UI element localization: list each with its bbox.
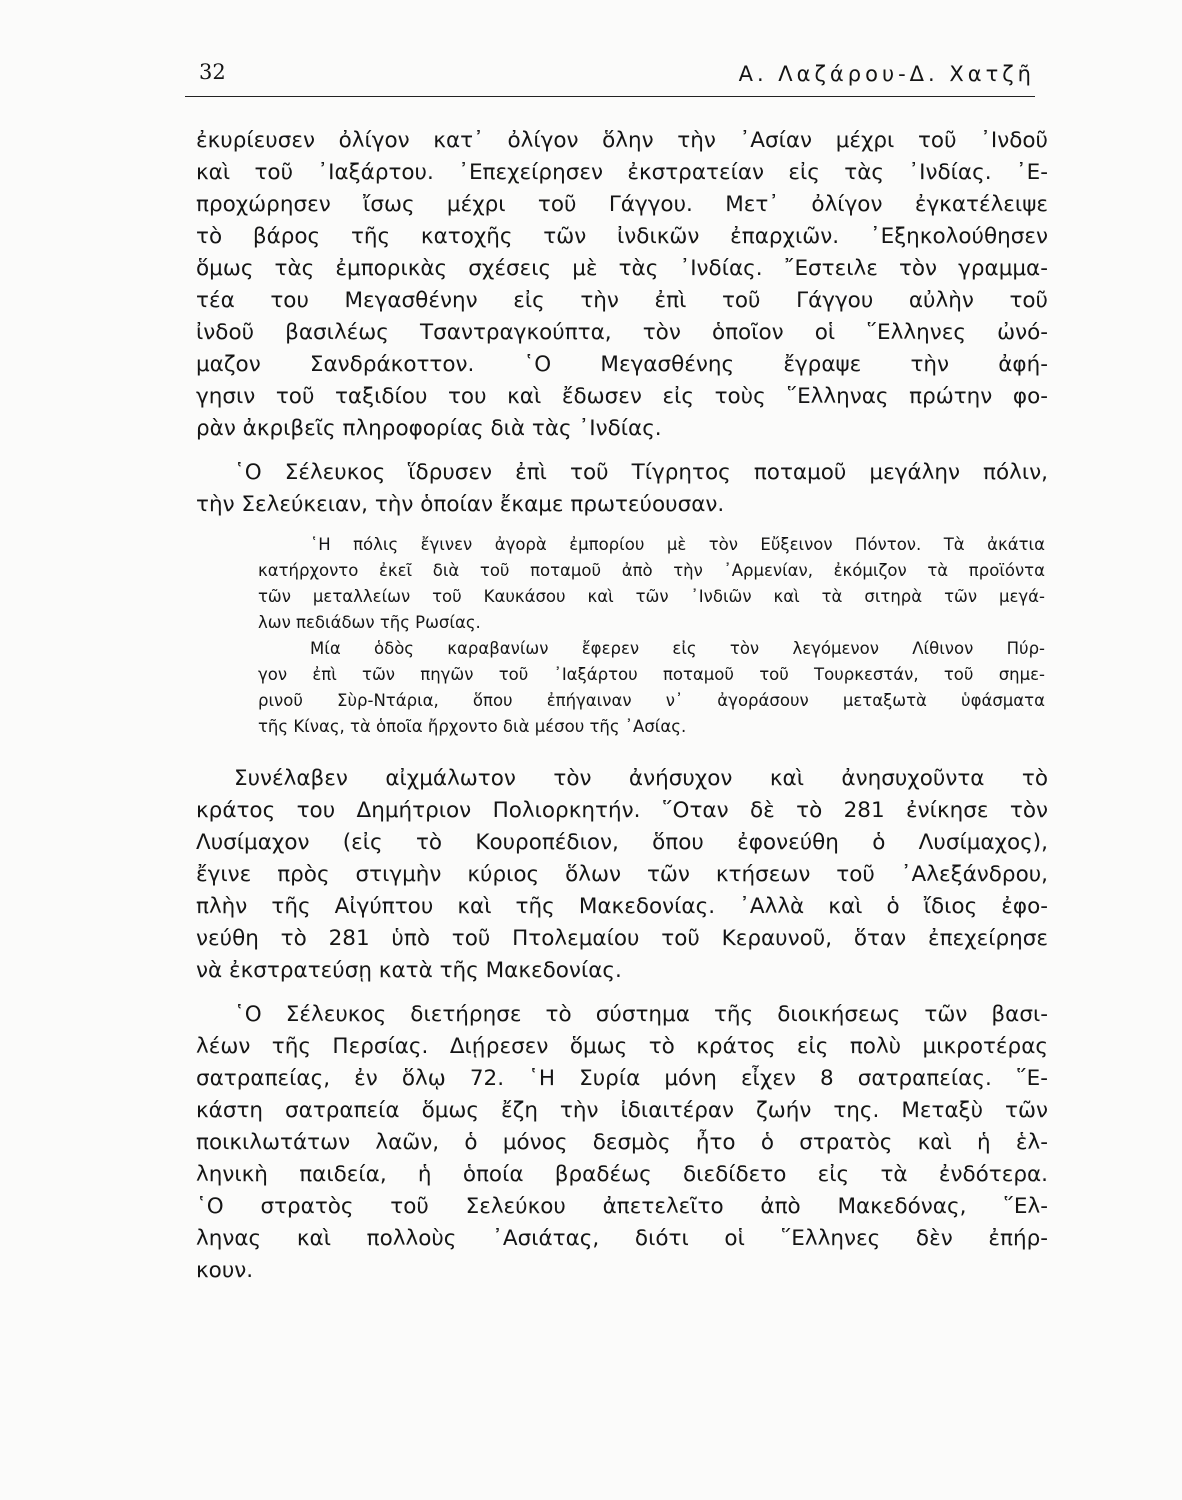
body-line: ῾Ο Σέλευκος ἵδρυσεν ἐπὶ τοῦ Τίγρητος ποταμοῦ μεγάλην πόλιν, <box>234 460 1048 485</box>
header-rule <box>185 96 1035 97</box>
note-line: τῶν μεταλλείων τοῦ Καυκάσου καὶ τῶν ᾽Ινδιῶν καὶ τὰ σιτηρὰ τῶν μεγά- <box>258 587 1045 606</box>
body-line: ἰνδοῦ βασιλέως Τσαντραγκούπτα, τὸν ὁποῖον οἱ ῞Ελληνες ὠνό- <box>196 320 1048 345</box>
note-line: γον ἐπὶ τῶν πηγῶν τοῦ ᾽Ιαξάρτου ποταμοῦ τοῦ Τουρκεστάν, τοῦ σημε- <box>258 665 1045 684</box>
body-line: γησιν τοῦ ταξιδίου του καὶ ἔδωσεν εἰς τοὺς ῞Ελληνας πρώτην φο- <box>196 384 1048 409</box>
body-line: προχώρησεν ἴσως μέχρι τοῦ Γάγγου. Μετ᾽ ὀλίγον ἐγκατέλειψε <box>196 192 1048 217</box>
body-line: νεύθη τὸ 281 ὑπὸ τοῦ Πτολεμαίου τοῦ Κεραυνοῦ, ὅταν ἐπεχείρησε <box>196 926 1048 951</box>
body-line: ληνικὴ παιδεία, ἡ ὁποία βραδέως διεδίδετο εἰς τὰ ἐνδότερα. <box>196 1162 1048 1187</box>
note-line: τῆς Κίνας, τὰ ὁποῖα ἤρχοντο διὰ μέσου τῆς ᾽Ασίας. <box>258 717 687 736</box>
running-head: Α. Λαζάρου-Δ. Χατζῆ <box>738 62 1035 86</box>
body-line: πλὴν τῆς Αἰγύπτου καὶ τῆς Μακεδονίας. ᾽Αλλὰ καὶ ὁ ἴδιος ἐφο- <box>196 894 1048 919</box>
body-line: τὸ βάρος τῆς κατοχῆς τῶν ἰνδικῶν ἐπαρχιῶν. ᾽Εξηκολούθησεν <box>196 224 1048 249</box>
body-line: λέων τῆς Περσίας. Διῄρεσεν ὅμως τὸ κράτος εἰς πολὺ μικροτέρας <box>196 1034 1048 1059</box>
body-line: Λυσίμαχον (εἰς τὸ Κουροπέδιον, ὅπου ἐφονεύθη ὁ Λυσίμαχος), <box>196 830 1048 855</box>
body-line: ληνας καὶ πολλοὺς ᾽Ασιάτας, διότι οἱ ῞Ελληνες δὲν ἐπήρ- <box>196 1226 1048 1251</box>
body-line: καὶ τοῦ ᾽Ιαξάρτου. ᾽Επεχείρησεν ἐκστρατείαν εἰς τὰς ᾽Ινδίας. ᾽Ε- <box>196 160 1048 185</box>
page-header <box>185 58 1035 94</box>
body-line: νὰ ἐκστρατεύσῃ κατὰ τῆς Μακεδονίας. <box>196 958 622 983</box>
body-line: κάστη σατραπεία ὅμως ἔζη τὴν ἰδιαιτέραν ζωήν της. Μεταξὺ τῶν <box>196 1098 1048 1123</box>
body-line: ὅμως τὰς ἐμπορικὰς σχέσεις μὲ τὰς ᾽Ινδίας. ῎Εστειλε τὸν γραμμα- <box>196 256 1048 281</box>
body-line: ῾Ο στρατὸς τοῦ Σελεύκου ἀπετελεῖτο ἀπὸ Μακεδόνας, ῞Ελ- <box>196 1194 1048 1219</box>
body-line: ἔγινε πρὸς στιγμὴν κύριος ὅλων τῶν κτήσεων τοῦ ᾽Αλεξάνδρου, <box>196 862 1048 887</box>
note-line: ρινοῦ Σὺρ-Ντάρια, ὅπου ἐπήγαιναν ν᾽ ἀγοράσουν μεταξωτὰ ὑφάσματα <box>258 691 1045 710</box>
body-line: ποικιλωτάτων λαῶν, ὁ μόνος δεσμὸς ἦτο ὁ στρατὸς καὶ ἡ ἑλ- <box>196 1130 1048 1155</box>
body-line: κράτος του Δημήτριον Πολιορκητήν. ῞Οταν δὲ τὸ 281 ἐνίκησε τὸν <box>196 798 1048 823</box>
body-line: ρὰν ἀκριβεῖς πληροφορίας διὰ τὰς ᾽Ινδίας. <box>196 416 662 441</box>
body-line: ἐκυρίευσεν ὀλίγον κατ᾽ ὀλίγον ὅλην τὴν ᾽Ασίαν μέχρι τοῦ ᾽Ινδοῦ <box>196 128 1048 153</box>
body-line: μαζον Σανδράκοττον. ῾Ο Μεγασθένης ἔγραψε τὴν ἀφή- <box>196 352 1048 377</box>
note-line: ῾Η πόλις ἔγινεν ἀγορὰ ἐμπορίου μὲ τὸν Εὔξεινον Πόντον. Τὰ ἀκάτια <box>310 535 1045 554</box>
body-line: ῾Ο Σέλευκος διετήρησε τὸ σύστημα τῆς διοικήσεως τῶν βασι- <box>234 1002 1048 1027</box>
body-line: τὴν Σελεύκειαν, τὴν ὁποίαν ἔκαμε πρωτεύουσαν. <box>196 492 725 517</box>
body-line: σατραπείας, ἐν ὅλῳ 72. ῾Η Συρία μόνη εἶχεν 8 σατραπείας. ῞Ε- <box>196 1066 1048 1091</box>
body-line: κουν. <box>196 1258 254 1283</box>
note-line: λων πεδιάδων τῆς Ρωσίας. <box>258 613 481 632</box>
body-line: Συνέλαβεν αἰχμάλωτον τὸν ἀνήσυχον καὶ ἀνησυχοῦντα τὸ <box>234 766 1048 791</box>
note-line: Μία ὁδὸς καραβανίων ἔφερεν εἰς τὸν λεγόμενον Λίθινον Πύρ- <box>310 639 1045 658</box>
note-line: κατήρχοντο ἐκεῖ διὰ τοῦ ποταμοῦ ἀπὸ τὴν ᾽Αρμενίαν, ἐκόμιζον τὰ προϊόντα <box>258 561 1045 580</box>
body-line: τέα του Μεγασθένην εἰς τὴν ἐπὶ τοῦ Γάγγου αὐλὴν τοῦ <box>196 288 1048 313</box>
page-number: 32 <box>199 60 226 84</box>
